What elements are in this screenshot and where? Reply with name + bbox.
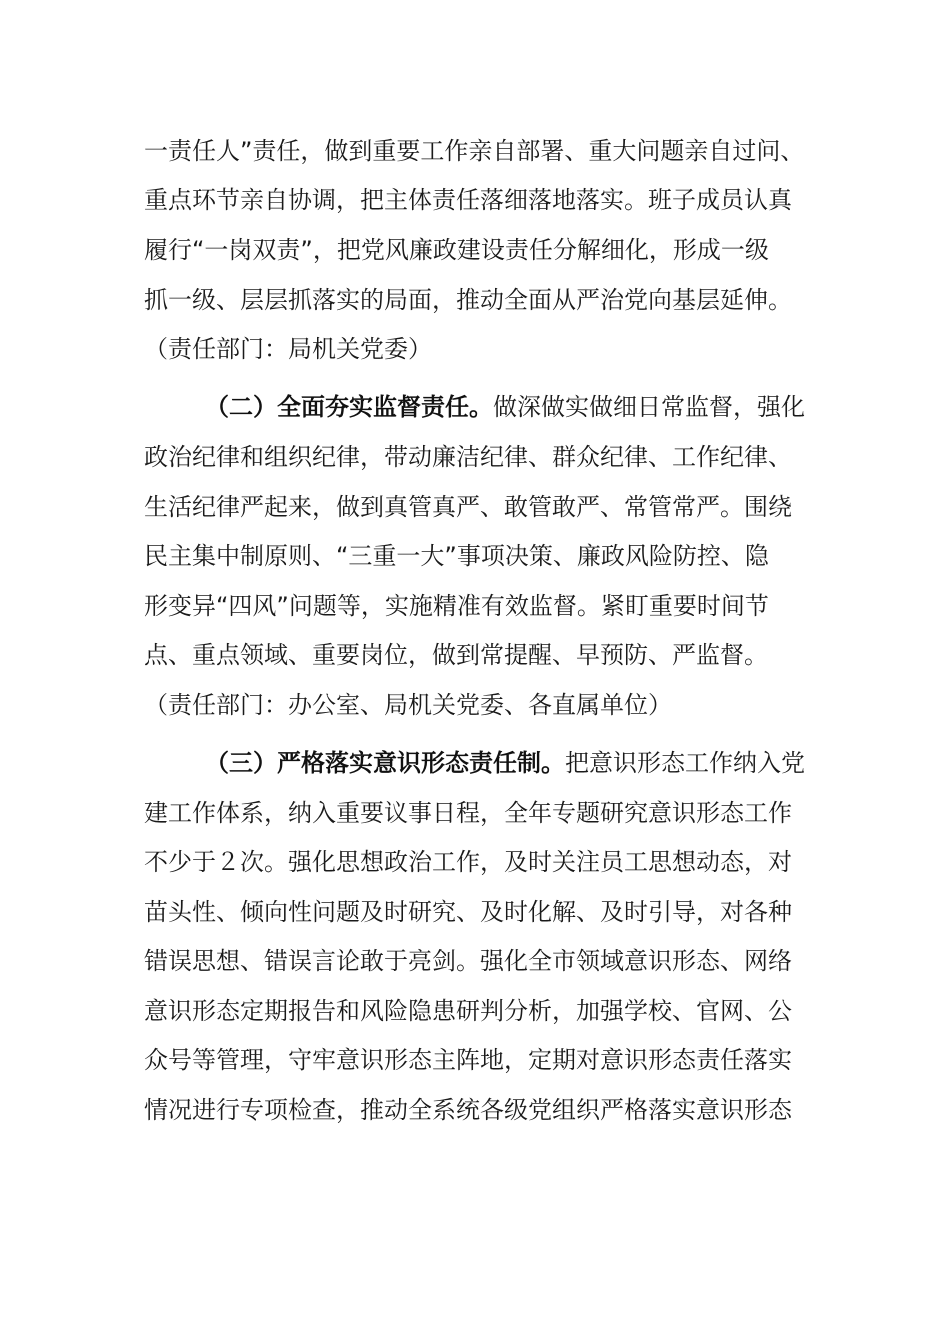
paragraph-line: 意识形态定期报告和风险隐患研判分析，加强学校、官网、公 — [144, 997, 792, 1025]
section-3-text: 把意识形态工作纳入党 — [565, 749, 805, 777]
paragraph-line: 政治纪律和组织纪律，带动廉洁纪律、群众纪律、工作纪律、 — [144, 443, 792, 471]
paragraph-line: 众号等管理，守牢意识形态主阵地，定期对意识形态责任落实 — [144, 1046, 792, 1074]
section-2-text: 做深做实做细日常监督，强化 — [493, 393, 805, 421]
paragraph-line: 错误思想、错误言论敢于亮剑。强化全市领域意识形态、网络 — [144, 947, 792, 975]
section-2-heading: （二）全面夯实监督责任。 — [205, 393, 493, 421]
paragraph-line: 点、重点领域、重要岗位，做到常提醒、早预防、严监督。 — [144, 641, 768, 669]
paragraph-line: 履行“一岗双责”，把党风廉政建设责任分解细化，形成一级 — [144, 236, 769, 264]
paragraph-line: 重点环节亲自协调，把主体责任落细落地落实。班子成员认真 — [144, 186, 792, 214]
paragraph-line: 苗头性、倾向性问题及时研究、及时化解、及时引导，对各种 — [144, 898, 792, 926]
paragraph-line: 建工作体系，纳入重要议事日程，全年专题研究意识形态工作 — [144, 799, 792, 827]
paragraph-line: 抓一级、层层抓落实的局面，推动全面从严治党向基层延伸。 — [144, 286, 792, 314]
section-3-heading: （三）严格落实意识形态责任制。 — [205, 749, 565, 777]
responsibility-note: （责任部门：局机关党委） — [144, 335, 432, 363]
section-3-first-line — [205, 745, 805, 781]
paragraph-line: 形变异“四风”问题等，实施精准有效监督。紧盯重要时间节 — [144, 592, 769, 620]
paragraph-line: 情况进行专项检查，推动全系统各级党组织严格落实意识形态 — [144, 1096, 792, 1124]
section-2-first-line — [205, 389, 805, 425]
paragraph-line: 民主集中制原则、“三重一大”事项决策、廉政风险防控、隐 — [144, 542, 769, 570]
responsibility-note: （责任部门：办公室、局机关党委、各直属单位） — [144, 691, 672, 719]
paragraph-line: 生活纪律严起来，做到真管真严、敢管敢严、常管常严。围绕 — [144, 493, 792, 521]
paragraph-line: 一责任人”责任，做到重要工作亲自部署、重大问题亲自过问、 — [144, 137, 805, 165]
paragraph-line: 不少于２次。强化思想政治工作，及时关注员工思想动态，对 — [144, 848, 792, 876]
